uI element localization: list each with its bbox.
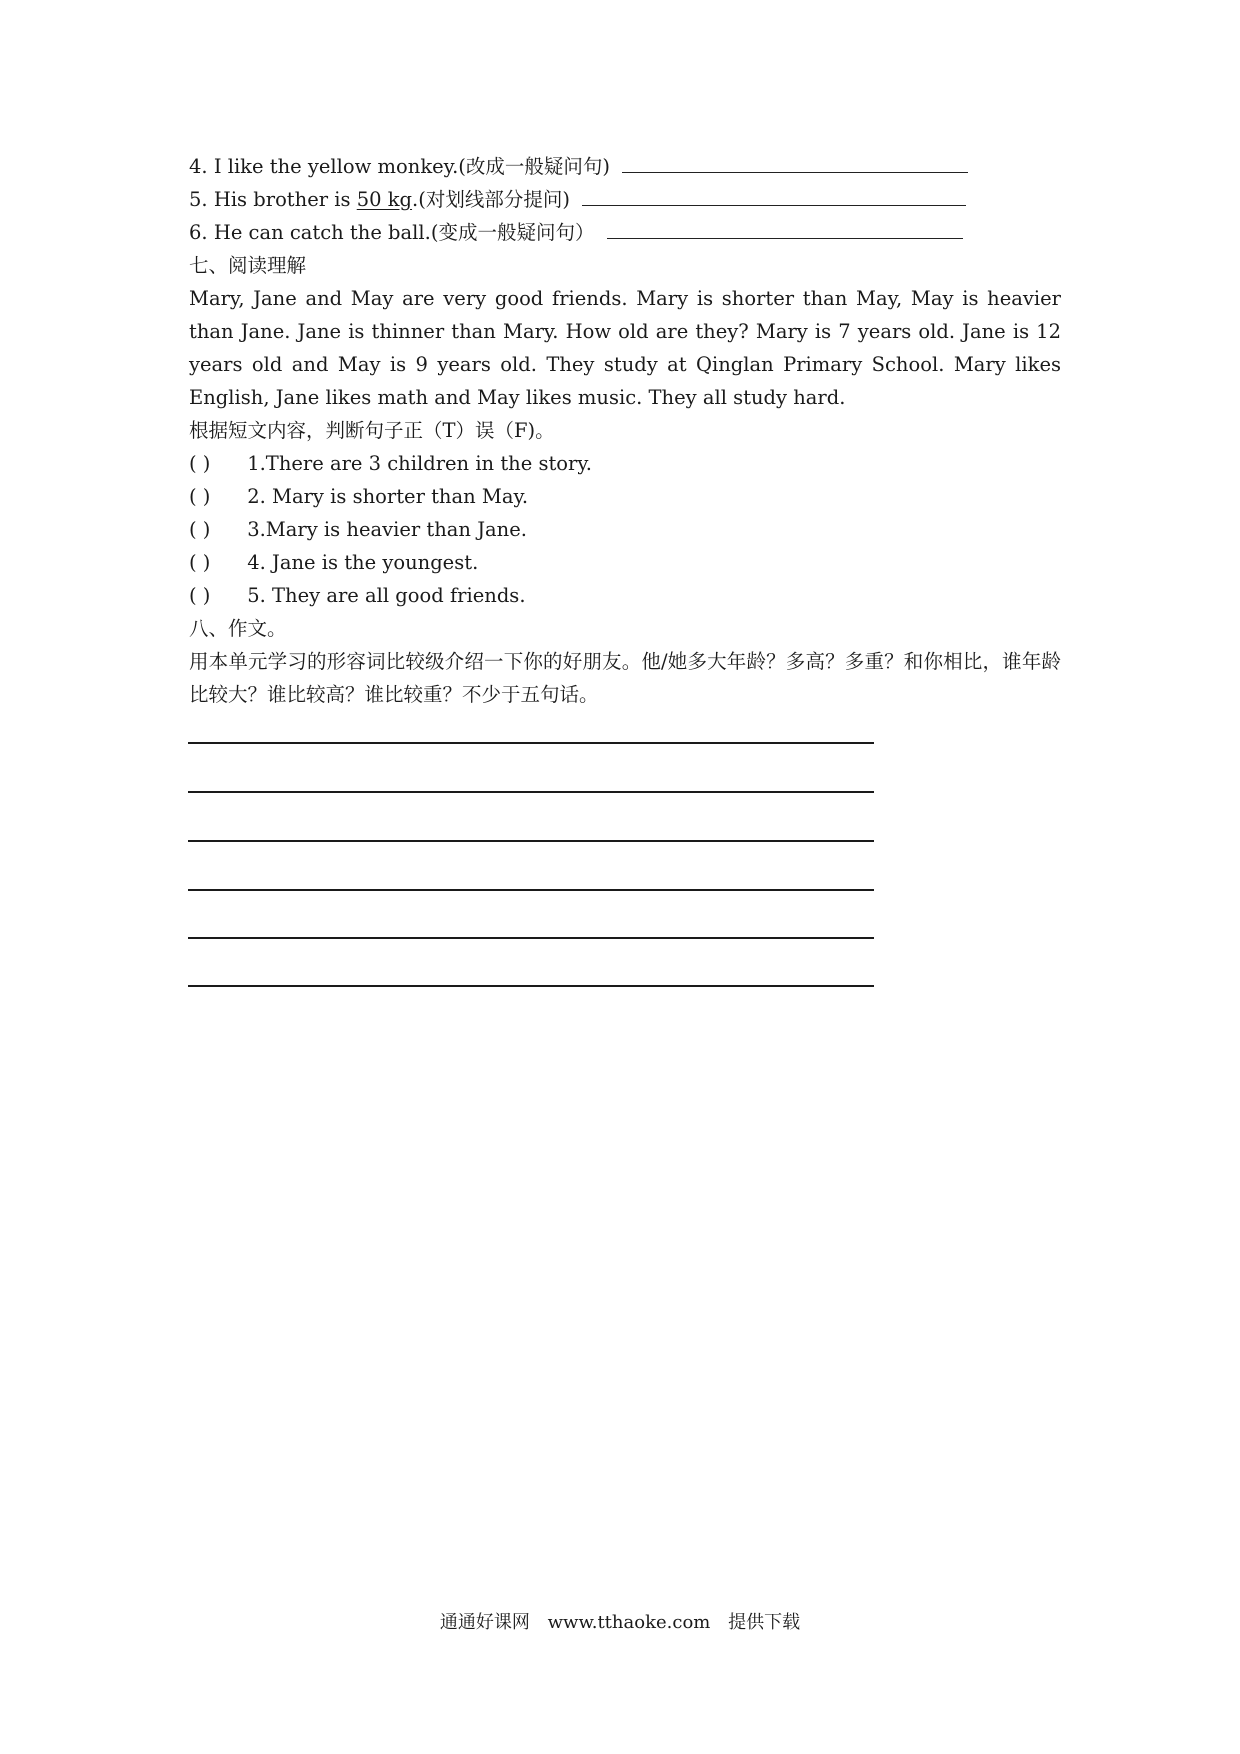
essay-writing-line[interactable]	[188, 937, 874, 939]
essay-prompt: 用本单元学习的形容词比较级介绍一下你的好朋友。他/她多大年龄？多高？多重？和你相比，谁年龄比较大？谁比较高？谁比较重？不少于五句话。	[189, 650, 1061, 706]
answer-parentheses[interactable]: ( )	[189, 485, 211, 508]
question-4	[189, 150, 968, 183]
question-text: His brother is	[213, 188, 351, 211]
answer-parentheses[interactable]: ( )	[189, 452, 211, 475]
essay-writing-line[interactable]	[188, 985, 874, 987]
tf-item	[189, 480, 528, 513]
tf-item	[189, 447, 592, 480]
question-text: I like the yellow monkey.(改成一般疑问句)	[213, 155, 611, 178]
page-footer	[0, 1608, 1240, 1634]
essay-writing-line[interactable]	[188, 889, 874, 891]
question-5	[189, 183, 966, 216]
footer-suffix: 提供下载	[728, 1612, 801, 1633]
answer-parentheses[interactable]: ( )	[189, 518, 211, 541]
section7-heading: 七、阅读理解	[189, 254, 307, 277]
reading-instruction: 根据短文内容，判断句子正（T）误（F)。	[189, 419, 555, 442]
tf-statement: 4. Jane is the youngest.	[247, 551, 479, 574]
reading-passage: Mary, Jane and May are very good friends. Mary is shorter than May, May is heavier than Jane. Jane is thinner than Mary. How old are they? Mary is 7 years old. Jane is 12 years old and May is 9 years old. They study at Qinglan Primary School. Mary likes English, Jane likes math and May likes music. They all study hard.	[189, 287, 1061, 409]
footer-url: www.tthaoke.com	[547, 1612, 711, 1633]
essay-writing-line[interactable]	[188, 791, 874, 793]
essay-writing-line[interactable]	[188, 840, 874, 842]
tf-statement: 2. Mary is shorter than May.	[247, 485, 529, 508]
answer-blank[interactable]	[622, 154, 968, 173]
section8-heading: 八、作文。	[189, 617, 287, 640]
tf-statement: 3.Mary is heavier than Jane.	[247, 518, 527, 541]
question-6	[189, 216, 963, 249]
tf-item	[189, 546, 478, 579]
question-number: 4.	[189, 155, 208, 178]
question-text: .(对划线部分提问)	[412, 188, 570, 211]
answer-parentheses[interactable]: ( )	[189, 551, 211, 574]
question-text: He can catch the ball.(变成一般疑问句）	[213, 221, 595, 244]
answer-parentheses[interactable]: ( )	[189, 584, 211, 607]
underlined-part: 50 kg	[356, 188, 413, 211]
question-number: 5.	[189, 188, 208, 211]
question-number: 6.	[189, 221, 208, 244]
answer-blank[interactable]	[582, 187, 966, 206]
essay-writing-line[interactable]	[188, 742, 874, 744]
tf-item	[189, 579, 526, 612]
footer-site-name: 通通好课网	[439, 1612, 530, 1633]
tf-statement: 1.There are 3 children in the story.	[247, 452, 592, 475]
answer-blank[interactable]	[607, 220, 963, 239]
tf-statement: 5. They are all good friends.	[247, 584, 526, 607]
tf-item	[189, 513, 527, 546]
